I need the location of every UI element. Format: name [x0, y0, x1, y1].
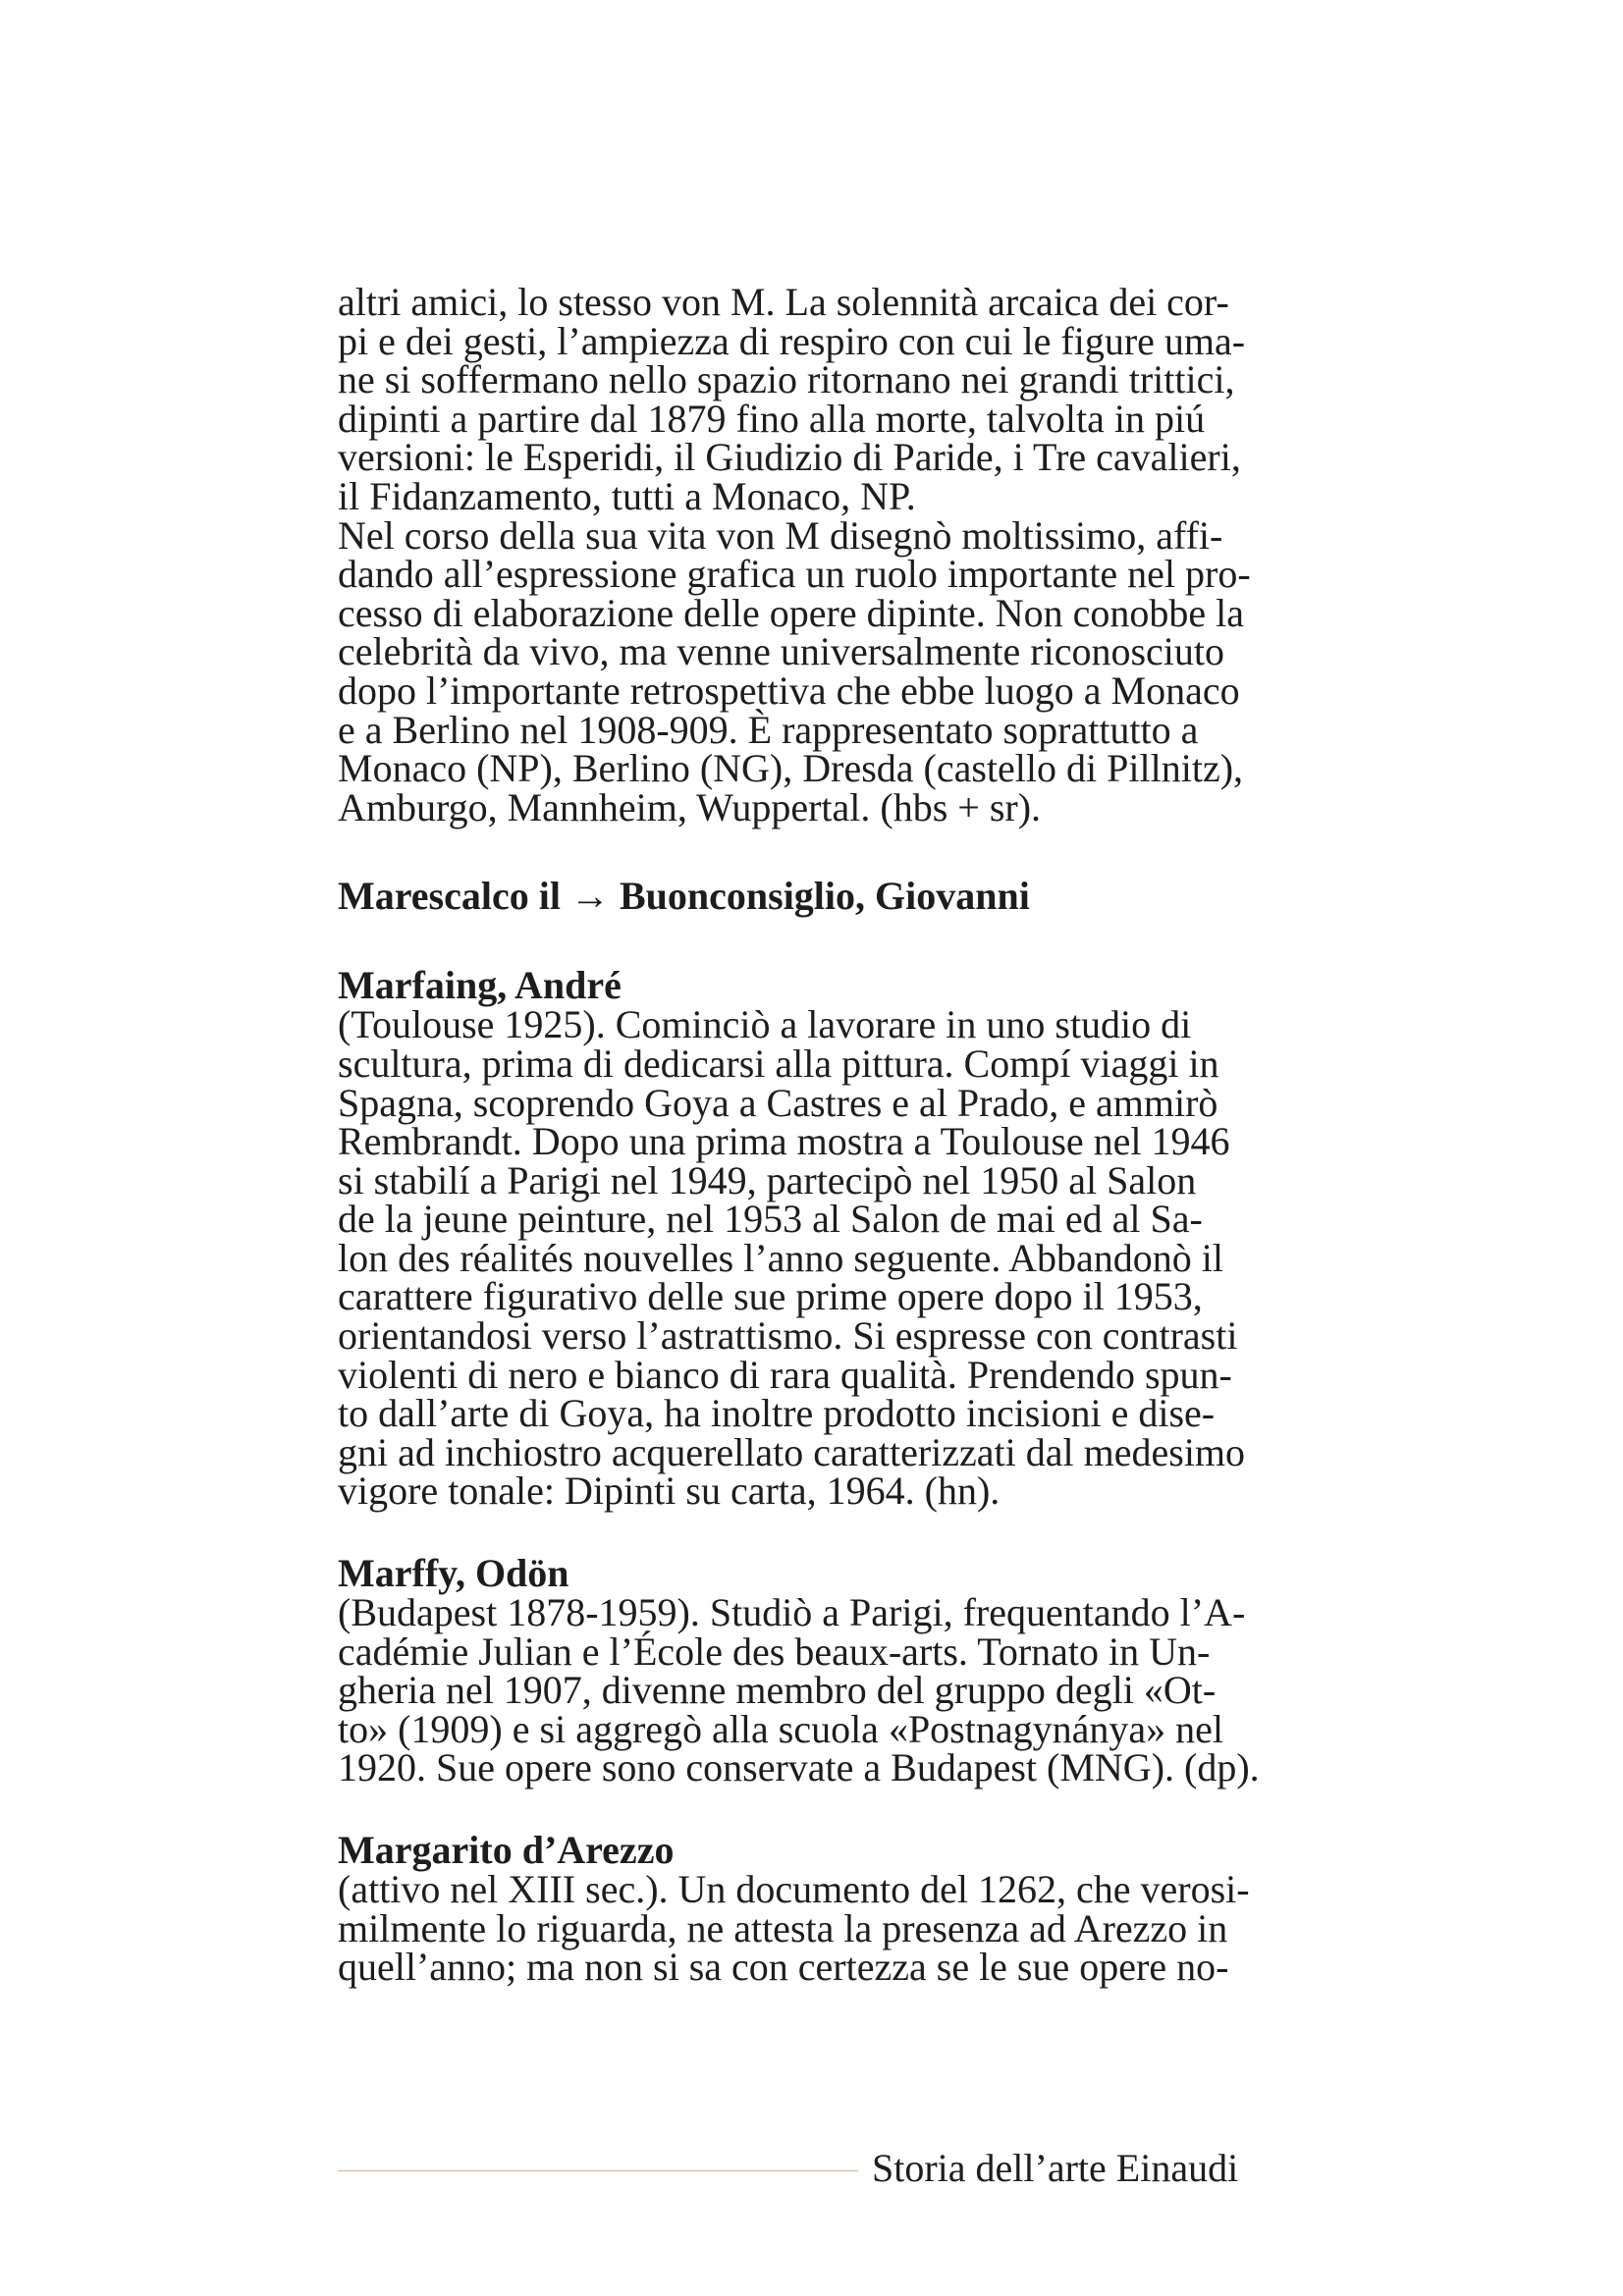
text-line: carattere figurativo delle sue prime opere dopo il 1953,: [338, 1274, 1203, 1319]
text-line: violenti di nero e bianco di rara qualità. Prendendo spun-: [338, 1352, 1232, 1397]
text-line: orientandosi verso l’astrattismo. Si espresse con contrasti: [338, 1313, 1238, 1359]
text-line: gheria nel 1907, divenne membro del gruppo degli «Ot-: [338, 1668, 1217, 1713]
footer-rule: [338, 2170, 858, 2171]
entry-heading-marfaing: Marfaing, André: [338, 963, 622, 1008]
text-line: dando all’espressione grafica un ruolo importante nel pro-: [338, 552, 1251, 597]
text-line: (Toulouse 1925). Cominciò a lavorare in uno studio di: [338, 1002, 1192, 1047]
text-line: de la jeune peinture, nel 1953 al Salon de mai ed al Sa-: [338, 1197, 1203, 1242]
text-line: il Fidanzamento, tutti a Monaco, NP.: [338, 473, 916, 518]
footer-title: Storia dell’arte Einaudi: [872, 2146, 1239, 2190]
text-line: celebrità da vivo, ma venne universalmente riconosciuto: [338, 629, 1225, 674]
text-line: (attivo nel XIII sec.). Un documento del 1262, che verosi-: [338, 1867, 1250, 1911]
text-line: Amburgo, Mannheim, Wuppertal. (hbs + sr).: [338, 784, 1042, 829]
text-line: Spagna, scoprendo Goya a Castres e al Prado, e ammirò: [338, 1080, 1218, 1125]
text-line: to dall’arte di Goya, ha inoltre prodotto incisioni e dise-: [338, 1391, 1216, 1436]
text-line: Nel corso della sua vita von M disegnò moltissimo, affi-: [338, 512, 1223, 558]
text-line: scultura, prima di dedicarsi alla pittura. Compí viaggi in: [338, 1041, 1219, 1086]
text-line: e a Berlino nel 1908-909. È rappresentato soprattutto a: [338, 707, 1199, 752]
text-line: vigore tonale: Dipinti su carta, 1964. (hn).: [338, 1468, 1001, 1514]
entry-body-marfaing: [338, 1002, 1297, 1514]
entry-body-margarito: [338, 1867, 1297, 1990]
text-line: dopo l’importante retrospettiva che ebbe luogo a Monaco: [338, 667, 1240, 713]
text-line: quell’anno; ma non si sa con certezza se le sue opere no-: [338, 1945, 1229, 1990]
entry-body-marffy: [338, 1590, 1297, 1790]
section-continuation: [338, 280, 1297, 829]
text-line: 1920. Sue opere sono conservate a Budapest (MNG). (dp).: [338, 1745, 1260, 1790]
text-line: Monaco (NP), Berlino (NG), Dresda (castello di Pillnitz),: [338, 746, 1244, 791]
text-line: milmente lo riguarda, ne attesta la presenza ad Arezzo in: [338, 1905, 1228, 1950]
text-line: Rembrandt. Dopo una prima mostra a Toulouse nel 1946: [338, 1119, 1230, 1164]
entry-heading-margarito: Margarito d’Arezzo: [338, 1828, 675, 1872]
text-line: gni ad inchiostro acquerellato caratterizzati dal medesimo: [338, 1429, 1246, 1474]
text-line: to» (1909) e si aggregò alla scuola «Postnagynánya» nel: [338, 1706, 1223, 1751]
entry-heading-marffy: Marffy, Odön: [338, 1551, 569, 1596]
text-line: pi e dei gesti, l’ampiezza di respiro con cui le figure uma-: [338, 318, 1246, 363]
text-line: (Budapest 1878-1959). Studiò a Parigi, frequentando l’A-: [338, 1590, 1246, 1635]
text-line: si stabilí a Parigi nel 1949, partecipò nel 1950 al Salon: [338, 1157, 1197, 1202]
text-line: cesso di elaborazione delle opere dipinte. Non conobbe la: [338, 590, 1244, 635]
page-body: [338, 280, 1297, 1990]
text-line: versioni: le Esperidi, il Giudizio di Paride, i Tre cavalieri,: [338, 435, 1241, 480]
text-line: cadémie Julian e l’École des beaux-arts. Tornato in Un-: [338, 1629, 1211, 1674]
text-line: altri amici, lo stesso von M. La solennità arcaica dei cor-: [338, 280, 1229, 324]
entry-heading-marescalco: Marescalco il → Buonconsiglio, Giovanni: [338, 874, 1030, 919]
text-line: dipinti a partire dal 1879 fino alla morte, talvolta in piú: [338, 396, 1206, 441]
text-line: ne si soffermano nello spazio ritornano nei grandi trittici,: [338, 357, 1235, 402]
text-line: lon des réalités nouvelles l’anno seguente. Abbandonò il: [338, 1235, 1224, 1280]
